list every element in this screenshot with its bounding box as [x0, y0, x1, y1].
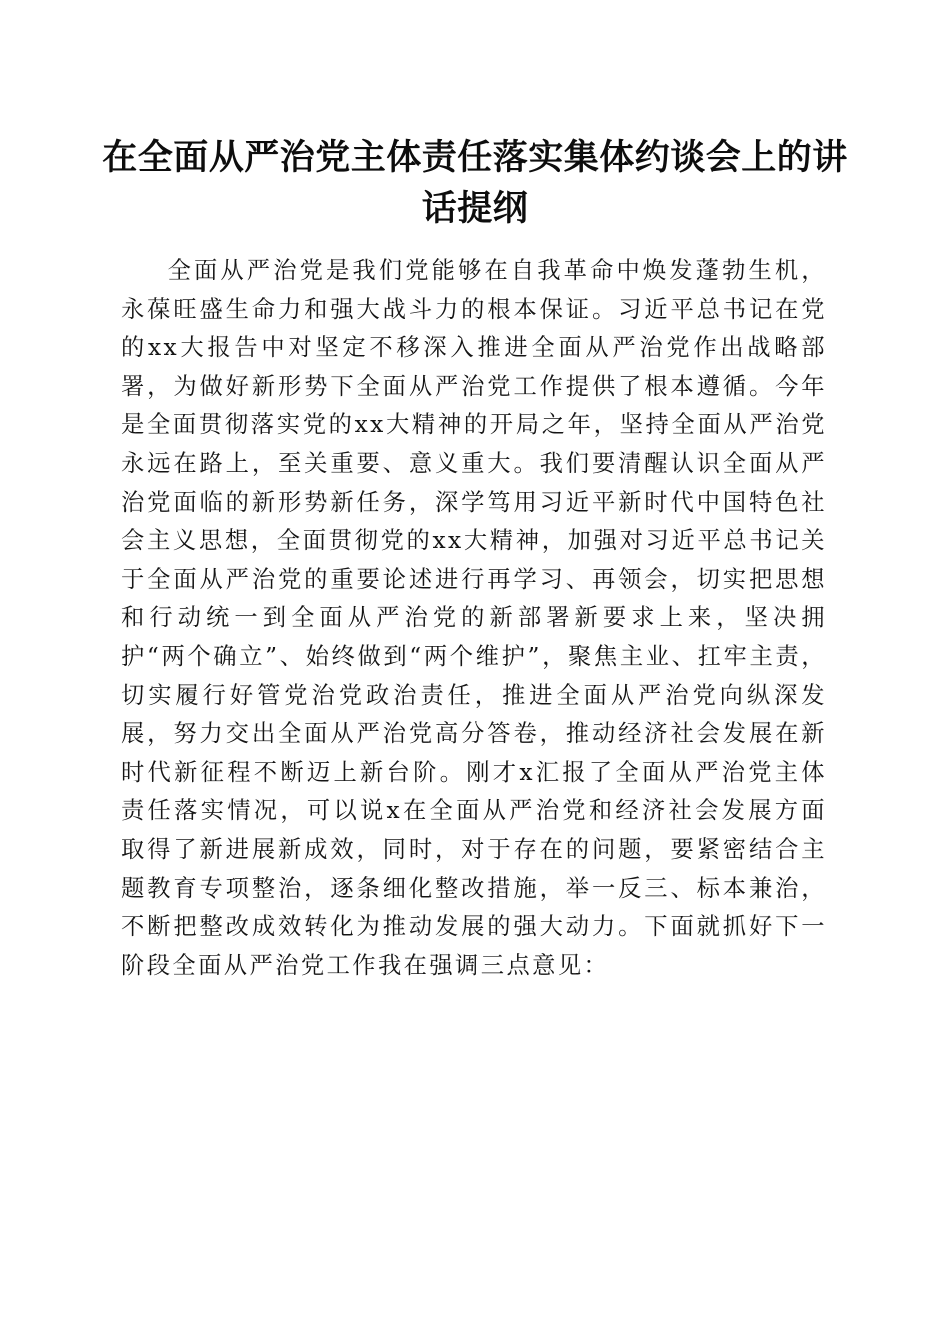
document-title: 在全面从严治党主体责任落实集体约谈会上的讲话提纲 — [102, 138, 848, 229]
body-paragraph: 全面从严治党是我们党能够在自我革命中焕发蓬勃生机，永葆旺盛生命力和强大战斗力的根本保证。习近平总书记在党的xx大报告中对坚定不移深入推进全面从严治党作出战略部署，为做好新形势下全面从严治党工作提供了根本遵循。今年是全面贯彻落实党的xx大精神的开局之年，坚持全面从严治党永远在路上，至关重要、意义重大。我们要清醒认识全面从严治党面临的新形势新任务，深学笃用习近平新时代中国特色社会主义思想，全面贯彻党的xx大精神，加强对习近平总书记关于全面从严治党的重要论述进行再学习、再领会，切实把思想和行动统一到全面从严治党的新部署新要求上来，坚决拥护“两个确立”、始终做到“两个维护”，聚焦主业、扛牢主责，切实履行好管党治党政治责任，推进全面从严治党向纵深发展，努力交出全面从严治党高分答卷，推动经济社会发展在新时代新征程不断迈上新台阶。刚才x汇报了全面从严治党主体责任落实情况，可以说x在全面从严治党和经济社会发展方面取得了新进展新成效，同时，对于存在的问题，要紧密结合主题教育专项整治，逐条细化整改措施，举一反三、标本兼治，不断把整改成效转化为推动发展的强大动力。下面就抓好下一阶段全面从严治党工作我在强调三点意见： — [121, 257, 827, 979]
